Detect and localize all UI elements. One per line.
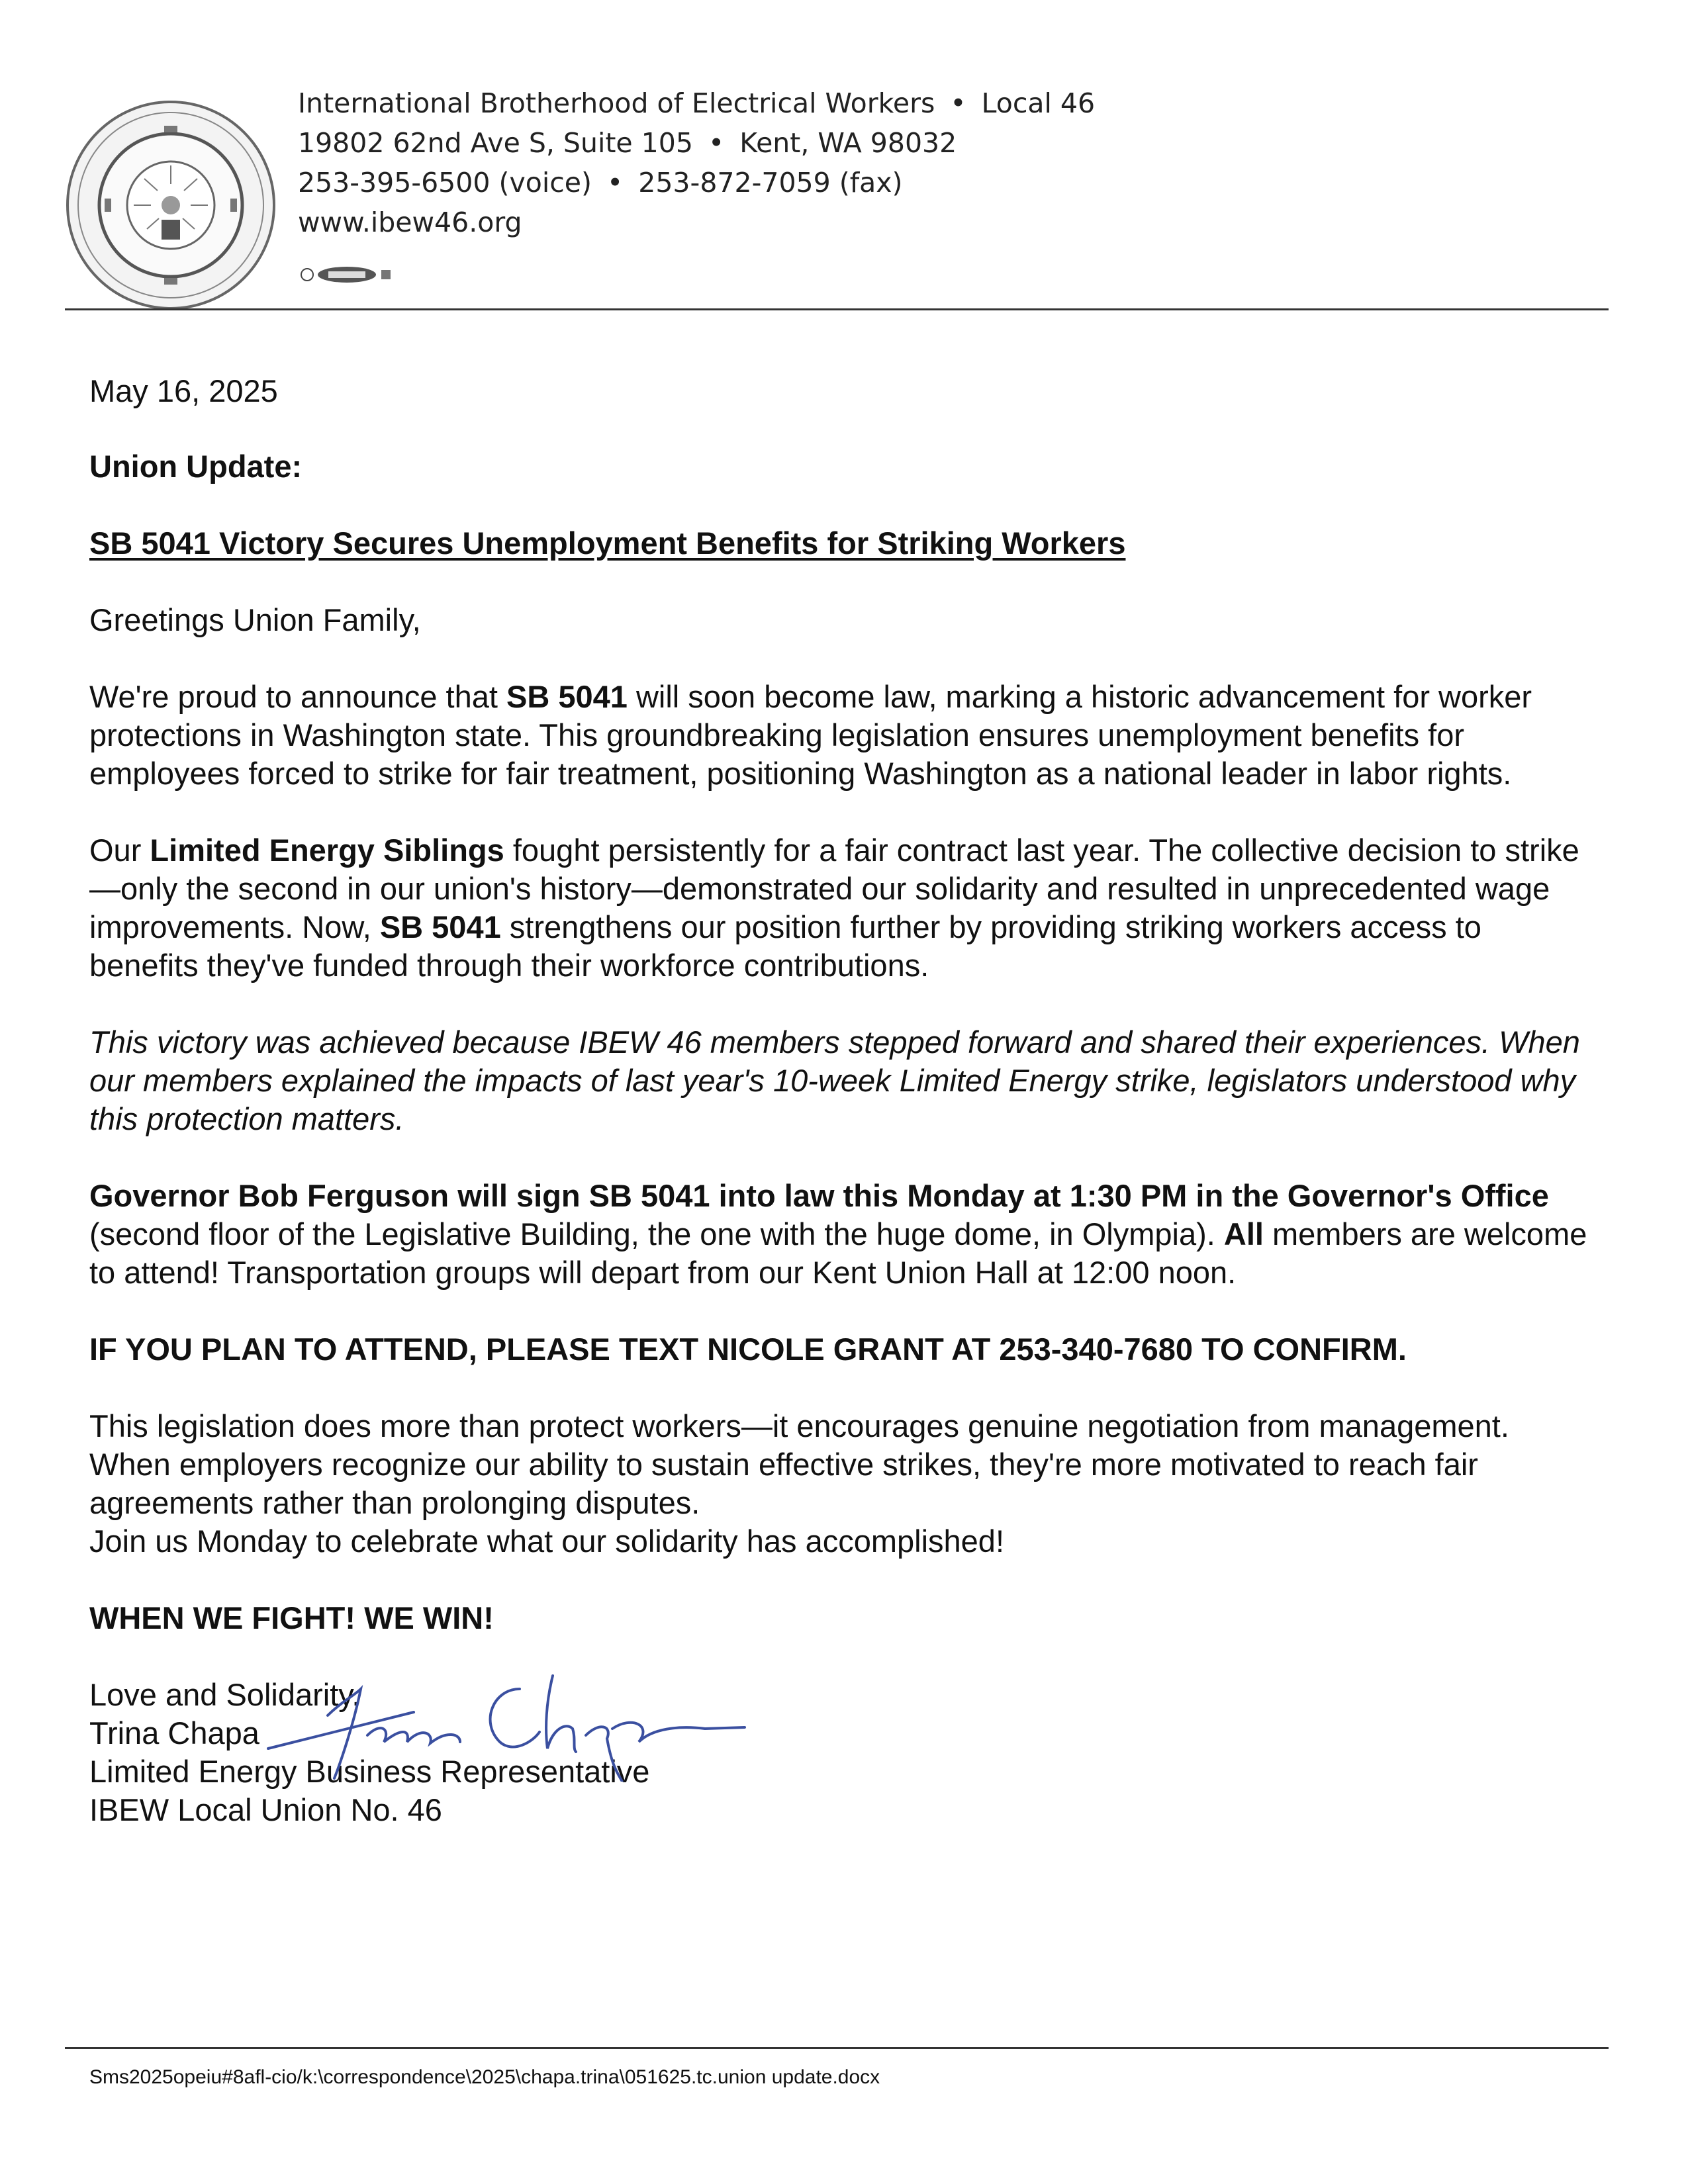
ibew-seal-icon	[65, 99, 277, 311]
street-address: 19802 62nd Ave S, Suite 105	[298, 127, 693, 159]
bold-run: Governor Bob Ferguson will sign SB 5041 into law this Monday at 1:30 PM in the Governor's Office	[89, 1178, 1549, 1213]
letter-body	[89, 372, 1599, 1829]
local-number: Local 46	[981, 87, 1096, 119]
footer-divider	[65, 2047, 1609, 2049]
bold-run: SB 5041	[506, 679, 628, 714]
closing: Love and Solidarity,	[89, 1677, 361, 1712]
bold-run: All	[1223, 1216, 1264, 1251]
letter-heading: Union Update:	[89, 449, 303, 484]
greeting: Greetings Union Family,	[89, 602, 421, 637]
paragraph-7: Join us Monday to celebrate what our solidarity has accomplished!	[89, 1524, 1005, 1559]
signer-title: Limited Energy Business Representative	[89, 1754, 650, 1789]
paragraph-2	[89, 831, 1599, 985]
letter-subject: SB 5041 Victory Secures Unemployment Benefits for Striking Workers	[89, 525, 1126, 561]
paragraph-4	[89, 1177, 1599, 1292]
bullet: •	[708, 127, 725, 159]
text-run: members are welcome to attend! Transportation groups will depart from our Kent Union Hall at 12:00 noon.	[89, 1216, 1587, 1290]
org-name: International Brotherhood of Electrical Workers	[298, 87, 935, 119]
footer-file-path: Sms2025opeiu#8afl-cio/k:\correspondence\2025\chapa.trina\051625.tc.union update.docx	[89, 2066, 880, 2088]
bold-run: SB 5041	[379, 909, 501, 944]
signer-name: Trina Chapa	[89, 1715, 259, 1751]
letter-date: May 16, 2025	[89, 373, 278, 408]
paragraph-6: This legislation does more than protect workers—it encourages genuine negotiation from management. When employers recognize our ability to sustain effective strikes, they're more motivated to reach fair agreements rather than prolonging disputes.	[89, 1408, 1509, 1520]
paragraph-1	[89, 678, 1599, 793]
letterhead	[298, 83, 1095, 242]
slogan: WHEN WE FIGHT! WE WIN!	[89, 1600, 494, 1635]
signer-org: IBEW Local Union No. 46	[89, 1792, 442, 1827]
header-divider	[65, 308, 1609, 310]
fax-number: 253-872-7059 (fax)	[638, 167, 903, 199]
city-state-zip: Kent, WA 98032	[739, 127, 957, 159]
union-label-icon	[299, 263, 399, 286]
letterhead-line-1	[298, 83, 1095, 123]
bold-run: Limited Energy Siblings	[150, 833, 504, 868]
bullet: •	[607, 167, 624, 199]
bullet: •	[950, 87, 966, 119]
text-run: strengthens our position further by providing striking workers access to benefits they've funded through their workforce contributions.	[89, 909, 1481, 983]
voice-number: 253-395-6500 (voice)	[298, 167, 592, 199]
text-run: (second floor of the Legislative Building, the one with the huge dome, in Olympia).	[89, 1216, 1224, 1251]
text-run: will soon become law, marking a historic advancement for worker protections in Washington state. This groundbreaking legislation ensures unemployment benefits for employees forced to strike for fair treatment, positioning Washington as a national leader in labor rights.	[89, 679, 1532, 791]
website: www.ibew46.org	[298, 206, 522, 238]
paragraph-3: This victory was achieved because IBEW 46 members stepped forward and shared their experiences. When our members explained the impacts of last year's 10-week Limited Energy strike, legislators understood why this protection matters.	[89, 1024, 1580, 1136]
text-run: fought persistently for a fair contract last year. The collective decision to strike—only the second in our union's history—demonstrated our solidarity and resulted in unprecedented wage improvements. Now,	[89, 833, 1579, 944]
text-run: We're proud to announce that	[89, 679, 506, 714]
paragraph-5: IF YOU PLAN TO ATTEND, PLEASE TEXT NICOLE GRANT AT 253-340-7680 TO CONFIRM.	[89, 1332, 1407, 1367]
text-run: Our	[89, 833, 150, 868]
letterhead-line-3	[298, 163, 1095, 203]
letterhead-line-2	[298, 123, 1095, 163]
